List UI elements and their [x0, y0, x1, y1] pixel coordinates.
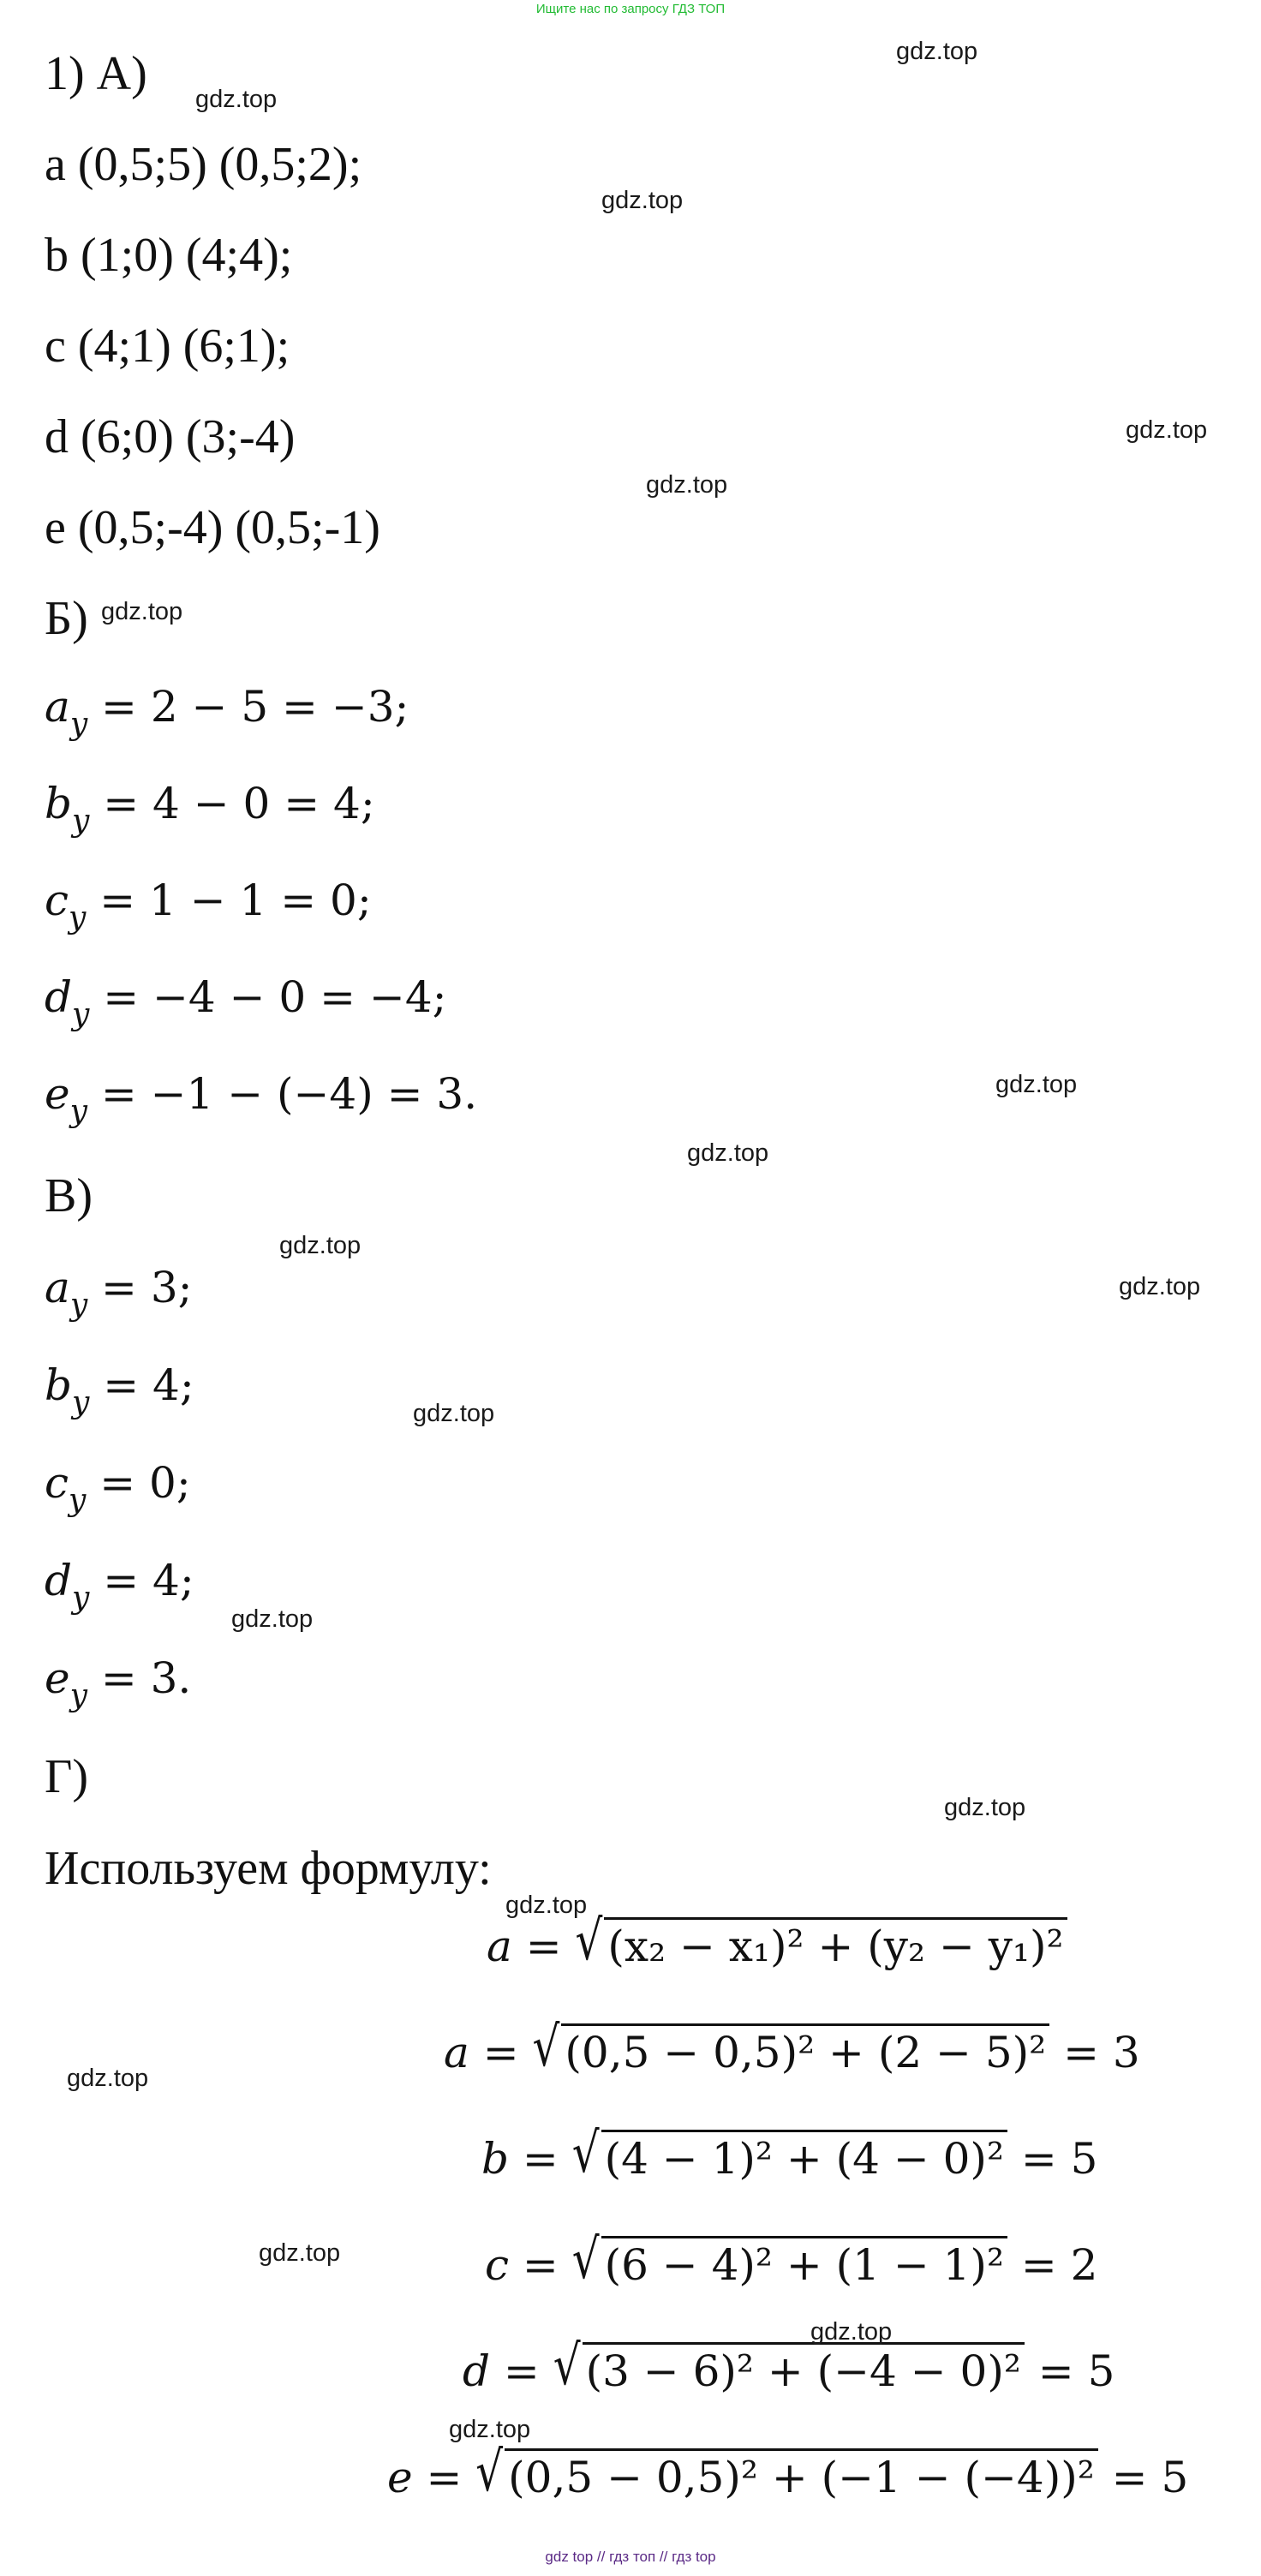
equation-variable: e: [45, 1653, 70, 1703]
part-c-equation: [45, 1556, 194, 1617]
equation-rest: = 1 − 1 = 0;: [86, 876, 372, 925]
equation-variable: a: [45, 1263, 70, 1312]
part-b-equation: [45, 972, 447, 1033]
part-a-line: a (0,5;5) (0,5;2);: [45, 138, 362, 191]
formula-rhs: = 5: [1024, 2346, 1115, 2396]
part-c-equation: [45, 1458, 191, 1519]
formula-radicand: (6 − 4)² + (1 − 1)²: [601, 2236, 1007, 2286]
equation-rest: = 4;: [89, 1556, 194, 1605]
part-b-equation: [45, 682, 409, 743]
equation-rest: = 3.: [87, 1653, 192, 1703]
equation-rest: = 2 − 5 = −3;: [87, 682, 409, 732]
equation-variable: e: [45, 1069, 70, 1119]
general-distance-formula: a = √ (x₂ − x₁)² + (y₂ − y₁)²: [487, 1917, 1067, 1968]
sqrt-symbol: √ (0,5 − 0,5)² + (2 − 5)²: [533, 2023, 1050, 2074]
part-a-line: e (0,5;-4) (0,5;-1): [45, 501, 380, 554]
formula-radicand: (0,5 − 0,5)² + (2 − 5)²: [561, 2023, 1049, 2074]
part-a-line: b (1;0) (4;4);: [45, 229, 293, 282]
distance-formula: b = √ (4 − 1)² + (4 − 0)² = 5: [481, 2120, 1098, 2185]
watermark: gdz.top: [995, 1071, 1078, 1098]
watermark: gdz.top: [67, 2065, 149, 2092]
equation-subscript: y: [72, 804, 90, 840]
watermark: gdz.top: [505, 1892, 588, 1919]
part-c-equation: [45, 1653, 192, 1714]
part-a-line: c (4;1) (6;1);: [45, 320, 290, 373]
equation-variable: d: [45, 972, 73, 1022]
formula-lhs: d: [463, 2346, 491, 2396]
watermark: gdz.top: [231, 1605, 314, 1633]
equation-subscript: y: [69, 1678, 87, 1714]
equation-variable: b: [45, 1360, 73, 1410]
part-c-equation: [45, 1360, 194, 1421]
equation-subscript: y: [72, 1581, 90, 1617]
watermark: gdz.top: [687, 1139, 769, 1167]
footer-links[interactable]: gdz top // гдз топ // гдз top: [545, 2549, 716, 2565]
sqrt-symbol: √ (3 − 6)² + (−4 − 0)²: [553, 2342, 1025, 2393]
equation-subscript: y: [69, 707, 88, 743]
equation-variable: c: [45, 1458, 69, 1508]
sqrt-symbol: √ (6 − 4)² + (1 − 1)²: [572, 2236, 1007, 2286]
watermark: gdz.top: [944, 1794, 1026, 1821]
equation-rest: = −1 − (−4) = 3.: [87, 1069, 478, 1119]
formula-lhs: c: [485, 2240, 510, 2290]
distance-formula: a = √ (0,5 − 0,5)² + (2 − 5)² = 3: [444, 2014, 1140, 2079]
equation-variable: c: [45, 876, 69, 925]
watermark: gdz.top: [413, 1400, 495, 1427]
watermark: gdz.top: [449, 2416, 531, 2443]
formula-lhs: a: [444, 2028, 469, 2077]
watermark: gdz.top: [601, 187, 684, 214]
part-b-heading: Б): [45, 592, 88, 645]
equation-subscript: y: [69, 1288, 88, 1324]
equation-variable: d: [45, 1556, 73, 1605]
part-c-heading: В): [45, 1169, 93, 1222]
equation-subscript: y: [72, 997, 90, 1033]
part-c-equation: [45, 1263, 193, 1324]
distance-formula: c = √ (6 − 4)² + (1 − 1)² = 2: [485, 2226, 1098, 2292]
watermark: gdz.top: [810, 2318, 893, 2346]
part-d-intro: Используем формулу:: [45, 1842, 492, 1895]
watermark: gdz.top: [259, 2239, 341, 2267]
equation-variable: a: [45, 682, 70, 732]
equation-rest: = 0;: [86, 1458, 191, 1508]
equation-subscript: y: [69, 1094, 87, 1130]
watermark: gdz.top: [896, 38, 978, 65]
equation-rest: = 4;: [89, 1360, 194, 1410]
part-b-equation: [45, 779, 375, 840]
watermark: gdz.top: [1126, 416, 1208, 444]
watermark: gdz.top: [279, 1232, 362, 1259]
equation-subscript: y: [69, 900, 87, 936]
equation-rest: = 4 − 0 = 4;: [89, 779, 375, 828]
equation-variable: b: [45, 779, 73, 828]
distance-formula: e = √ (0,5 − 0,5)² + (−1 − (−4))² = 5: [387, 2439, 1189, 2504]
watermark: gdz.top: [646, 471, 728, 499]
formula-lhs: e: [387, 2453, 413, 2502]
part-a-heading: 1) А): [45, 47, 147, 100]
equation-rest: = 3;: [87, 1263, 193, 1312]
sqrt-symbol: √ (0,5 − 0,5)² + (−1 − (−4))²: [475, 2448, 1098, 2499]
sqrt-symbol: √ (4 − 1)² + (4 − 0)²: [572, 2130, 1007, 2180]
equation-rest: = −4 − 0 = −4;: [89, 972, 447, 1022]
formula-radicand: (0,5 − 0,5)² + (−1 − (−4))²: [505, 2448, 1098, 2499]
formula-lhs: a: [487, 1922, 512, 1971]
formula-rhs: = 3: [1049, 2028, 1140, 2077]
watermark: gdz.top: [101, 598, 183, 625]
part-b-equation: [45, 876, 372, 936]
part-d-heading: Г): [45, 1750, 89, 1803]
formula-rhs: = 5: [1097, 2453, 1189, 2502]
formula-radicand: (x₂ − x₁)² + (y₂ − y₁)²: [604, 1917, 1067, 1968]
formula-lhs: b: [481, 2134, 510, 2184]
part-b-equation: [45, 1069, 478, 1130]
equation-subscript: y: [72, 1385, 90, 1421]
equation-subscript: y: [69, 1483, 87, 1519]
formula-radicand: (3 − 6)² + (−4 − 0)²: [583, 2342, 1025, 2393]
formula-rhs: = 2: [1007, 2240, 1098, 2290]
watermark: gdz.top: [195, 86, 278, 113]
distance-formula: d = √ (3 − 6)² + (−4 − 0)² = 5: [463, 2333, 1115, 2398]
sqrt-symbol: √ (x₂ − x₁)² + (y₂ − y₁)²: [576, 1917, 1067, 1968]
watermark: gdz.top: [1119, 1273, 1201, 1300]
formula-rhs: = 5: [1007, 2134, 1098, 2184]
search-banner[interactable]: Ищите нас по запросу ГДЗ ТОП: [535, 2, 726, 16]
part-a-line: d (6;0) (3;-4): [45, 410, 296, 463]
formula-radicand: (4 − 1)² + (4 − 0)²: [601, 2130, 1007, 2180]
